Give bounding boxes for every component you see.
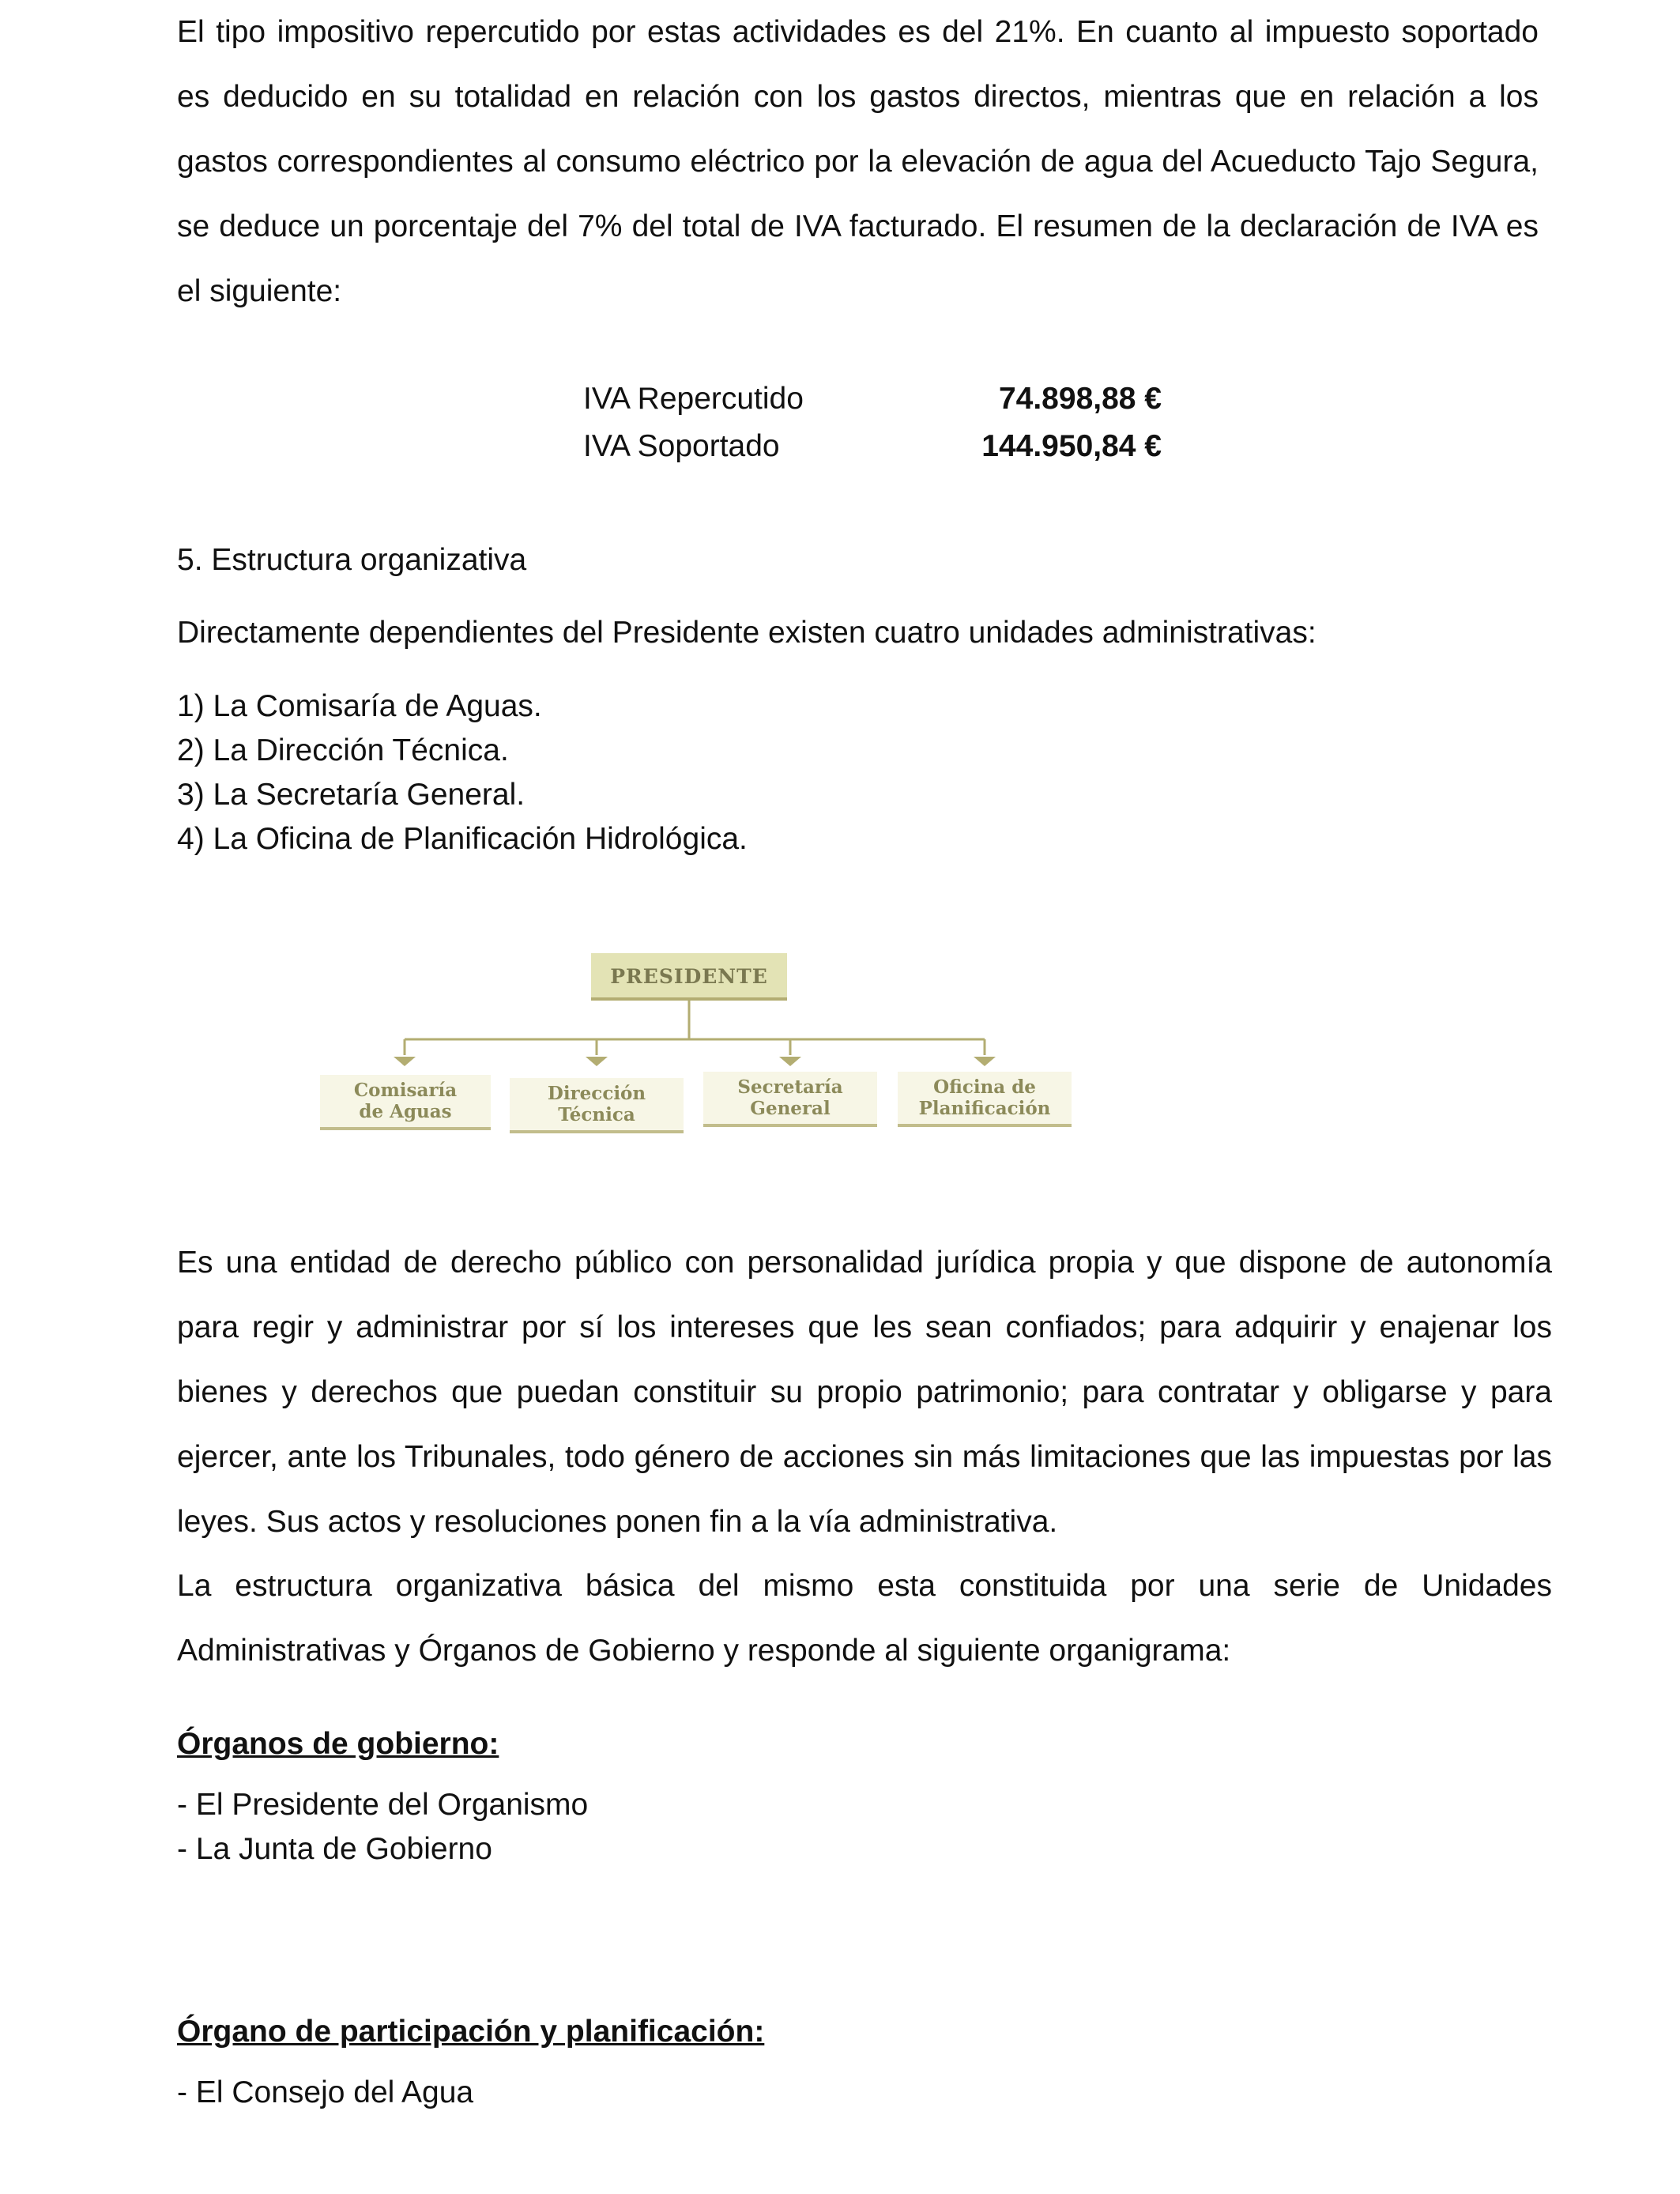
list-item: - El Presidente del Organismo bbox=[177, 1788, 589, 1822]
list-item: 3) La Secretaría General. bbox=[177, 778, 525, 812]
governance-heading: Órganos de gobierno: bbox=[177, 1727, 499, 1761]
chevron-down-icon bbox=[779, 1057, 801, 1066]
list-item: - El Consejo del Agua bbox=[177, 2075, 474, 2109]
org-node-label: de Aguas bbox=[359, 1101, 452, 1122]
org-chart bbox=[316, 948, 1075, 1146]
iva-repercutido-row bbox=[0, 376, 1680, 422]
governance-list bbox=[177, 1783, 588, 1872]
units-intro: Directamente dependientes del Presidente existen cuatro unidades administrativas: bbox=[177, 616, 1317, 650]
iva-soportado-label: IVA Soportado bbox=[583, 429, 780, 463]
chevron-down-icon bbox=[586, 1057, 608, 1066]
org-root-label: PRESIDENTE bbox=[610, 965, 768, 988]
list-item: 4) La Oficina de Planificación Hidrológica. bbox=[177, 822, 748, 856]
org-node-label: General bbox=[750, 1098, 831, 1119]
list-item: 2) La Dirección Técnica. bbox=[177, 733, 509, 767]
org-node-label: Oficina de bbox=[933, 1076, 1036, 1098]
iva-repercutido-value: 74.898,88 € bbox=[998, 382, 1162, 416]
chevron-down-icon bbox=[394, 1057, 416, 1066]
org-node-label: Dirección bbox=[547, 1083, 646, 1104]
section-heading: 5. Estructura organizativa bbox=[177, 543, 527, 577]
units-list bbox=[177, 684, 748, 861]
intro-paragraph: El tipo impositivo repercutido por estas actividades es del 21%. En cuanto al impuesto soportado es deducido en su totalidad en relación con los gastos directos, mientras que en relación a los gastos correspondientes al consumo eléctrico por la elevación de agua del Acueducto Tajo Segura, se deduce un porcentaje del 7% del total de IVA facturado. El resumen de la declaración de IVA es el siguiente: bbox=[177, 15, 1539, 308]
iva-repercutido-label: IVA Repercutido bbox=[583, 382, 804, 416]
list-item: - La Junta de Gobierno bbox=[177, 1832, 492, 1866]
participation-list bbox=[177, 2071, 473, 2115]
org-node-label: Secretaría bbox=[737, 1076, 843, 1098]
chevron-down-icon bbox=[974, 1057, 996, 1066]
entity-paragraph: Es una entidad de derecho público con personalidad jurídica propia y que dispone de autonomía para regir y administrar por sí los intereses que les sean confiados; para adquirir y enajenar los bienes y derechos que puedan constituir su propio patrimonio; para contratar y obligarse y para ejercer, ante los Tribunales, todo género de acciones sin más limitaciones que las impuestas por las leyes. Sus actos y resoluciones ponen fin a la vía administrativa. bbox=[177, 1246, 1552, 1539]
iva-soportado-row bbox=[0, 424, 1680, 469]
list-item: 1) La Comisaría de Aguas. bbox=[177, 689, 542, 723]
participation-heading: Órgano de participación y planificación: bbox=[177, 2015, 765, 2049]
org-node-label: Planificación bbox=[918, 1098, 1051, 1119]
iva-soportado-value: 144.950,84 € bbox=[981, 429, 1162, 463]
org-node-label: Comisaría bbox=[353, 1080, 458, 1101]
structure-paragraph: La estructura organizativa básica del mismo esta constituida por una serie de Unidades Administrativas y Órganos de Gobierno y responde al siguiente organigrama: bbox=[177, 1569, 1552, 1668]
org-node-label: Técnica bbox=[558, 1104, 635, 1125]
